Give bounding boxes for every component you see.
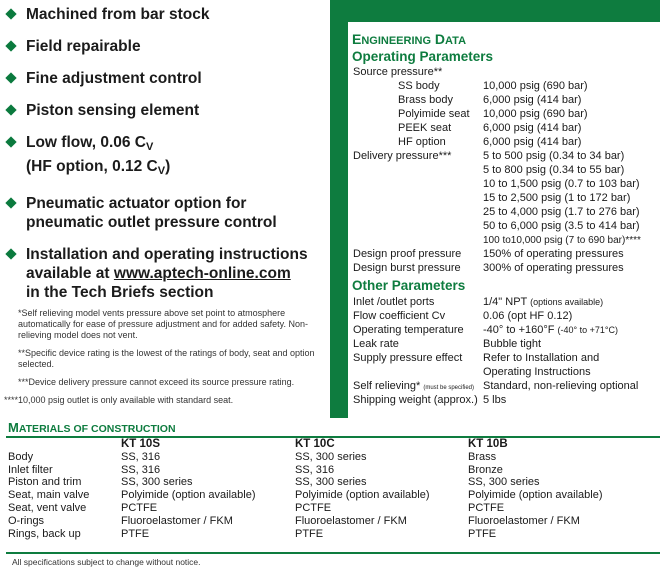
materials-cell: Fluoroelastomer / FKM <box>121 514 233 527</box>
diamond-bullet-icon <box>5 8 16 19</box>
materials-row-label: O-rings <box>8 514 45 527</box>
spec-label: Brass body <box>398 94 454 106</box>
materials-cell: PCTFE <box>468 501 505 514</box>
materials-cell: Polyimide (option available) <box>121 489 256 502</box>
footer-divider <box>6 552 660 554</box>
materials-column-kt10c <box>295 438 430 540</box>
diamond-bullet-icon <box>5 197 16 208</box>
delivery-value: 50 to 6,000 psig (3.5 to 414 bar) <box>483 220 640 232</box>
self-relieving-label: Self relieving* (must be specified) <box>353 380 475 392</box>
delivery-value: 5 to 500 psig (0.34 to 34 bar) <box>483 150 625 162</box>
footnote: *Self relieving model vents pressure above set point to atmosphere automatically for ease of pressure adjustment and for added safety. Non-relieving model does not vent. <box>18 308 308 340</box>
footer-disclaimer: All specifications subject to change without notice. <box>12 557 201 567</box>
burst-pressure-label: Design burst pressure <box>353 262 461 274</box>
materials-header-spacer <box>8 438 89 451</box>
spec-value: 6,000 psig (414 bar) <box>483 136 582 148</box>
materials-cell: PCTFE <box>295 501 332 514</box>
feature-item-pneumatic: Pneumatic actuator option for pneumatic outlet pressure control <box>6 194 331 232</box>
materials-cell: SS, 316 <box>121 450 161 463</box>
supply-pressure-effect-value: Refer to Installation and <box>483 352 600 364</box>
materials-cell: Brass <box>468 450 497 463</box>
materials-cell: Polyimide (option available) <box>468 489 603 502</box>
self-relieving-value: Standard, non-relieving optional <box>483 380 639 392</box>
materials-row-label: Body <box>8 450 34 463</box>
delivery-value: 10 to 1,500 psig (0.7 to 103 bar) <box>483 178 640 190</box>
spec-value: 10,000 psig (690 bar) <box>483 80 588 92</box>
footnote: ****10,000 psig outlet is only available with standard seat. <box>4 395 234 405</box>
feature-item-instructions: Installation and operating instructions available at www.aptech-online.com in the Tech Briefs section <box>6 245 331 302</box>
model-header: KT 10S <box>121 438 160 450</box>
proof-pressure-label: Design proof pressure <box>353 248 462 260</box>
spec-label: PEEK seat <box>398 122 452 134</box>
diamond-bullet-icon <box>5 136 16 147</box>
spec-label: Polyimide seat <box>398 108 470 120</box>
engineering-data-title: ENGINEERING DATA <box>352 31 467 47</box>
source-pressure-label: Source pressure** <box>353 66 443 78</box>
proof-pressure-value: 150% of operating pressures <box>483 248 624 260</box>
materials-cell: PTFE <box>468 527 497 540</box>
spec-value: 10,000 psig (690 bar) <box>483 108 588 120</box>
spec-value: 6,000 psig (414 bar) <box>483 94 582 106</box>
footnotes <box>4 308 326 413</box>
diamond-bullet-icon <box>5 104 16 115</box>
delivery-value: 25 to 4,000 psig (1.7 to 276 bar) <box>483 206 640 218</box>
materials-column-kt10b <box>468 438 603 540</box>
ports-label: Inlet /outlet ports <box>353 296 435 308</box>
diamond-bullet-icon <box>5 248 16 259</box>
delivery-value: 15 to 2,500 psig (1 to 172 bar) <box>483 192 631 204</box>
materials-cell: Fluoroelastomer / FKM <box>295 514 407 527</box>
materials-column-kt10s <box>121 438 256 540</box>
materials-row-labels <box>8 438 89 540</box>
materials-row-label: Piston and trim <box>8 476 82 489</box>
delivery-pressure-label: Delivery pressure*** <box>353 150 452 162</box>
spec-label: HF option <box>398 136 446 148</box>
leak-rate-label: Leak rate <box>353 338 399 350</box>
footnote: **Specific device rating is the lowest of the ratings of body, seat and option selected. <box>18 348 315 369</box>
flow-coefficient-label: Flow coefficient Cv <box>353 310 446 322</box>
footnote: ***Device delivery pressure cannot exceed its source pressure rating. <box>18 377 295 387</box>
materials-cell: SS, 316 <box>121 463 161 476</box>
diamond-bullet-icon <box>5 40 16 51</box>
materials-cell: PTFE <box>121 527 150 540</box>
feature-line: available at www.aptech-online.com <box>26 265 291 282</box>
materials-cell: Fluoroelastomer / FKM <box>468 514 580 527</box>
operating-temperature-value: -40° to +160°F (-40° to +71°C) <box>483 324 619 336</box>
materials-row-label: Seat, main valve <box>8 489 90 502</box>
feature-item: Machined from bar stock <box>6 5 331 24</box>
shipping-weight-label: Shipping weight (approx.) <box>353 394 478 406</box>
feature-item: Piston sensing element <box>6 101 331 120</box>
materials-cell: PTFE <box>295 527 324 540</box>
materials-cell: SS, 300 series <box>468 476 540 489</box>
ports-value: 1/4" NPT (options available) <box>483 296 604 308</box>
feature-line: Low flow, 0.06 CV <box>26 134 154 153</box>
feature-item-low-flow <box>6 133 331 181</box>
model-header: KT 10C <box>295 438 335 450</box>
delivery-value: 5 to 800 psig (0.34 to 55 bar) <box>483 164 625 176</box>
delivery-value: 100 to10,000 psig (7 to 690 bar)**** <box>483 235 641 246</box>
materials-row-label: Rings, back up <box>8 527 81 540</box>
materials-row-label: Inlet filter <box>8 463 53 476</box>
materials-cell: SS, 300 series <box>121 476 193 489</box>
feature-item: Fine adjustment control <box>6 69 331 88</box>
materials-cell: SS, 300 series <box>295 450 367 463</box>
materials-cell: SS, 300 series <box>295 476 367 489</box>
shipping-weight-value: 5 lbs <box>483 394 507 406</box>
feature-item: Field repairable <box>6 37 331 56</box>
website-link[interactable]: www.aptech-online.com <box>113 265 291 282</box>
operating-temperature-label: Operating temperature <box>353 324 464 336</box>
feature-list <box>6 5 331 315</box>
feature-line: (HF option, 0.12 CV) <box>26 158 171 177</box>
materials-cell: PCTFE <box>121 501 158 514</box>
spec-label: SS body <box>398 80 440 92</box>
materials-cell: Polyimide (option available) <box>295 489 430 502</box>
diamond-bullet-icon <box>5 72 16 83</box>
burst-pressure-value: 300% of operating pressures <box>483 262 624 274</box>
spec-value: 6,000 psig (414 bar) <box>483 122 582 134</box>
materials-title: MATERIALS OF CONSTRUCTION <box>8 420 176 435</box>
materials-cell: SS, 316 <box>295 463 335 476</box>
operating-parameters-title: Operating Parameters <box>352 49 494 64</box>
leak-rate-value: Bubble tight <box>483 338 542 350</box>
other-parameters-title: Other Parameters <box>352 278 466 293</box>
materials-cell: Bronze <box>468 463 503 476</box>
supply-pressure-effect-value: Operating Instructions <box>483 366 591 378</box>
flow-coefficient-value: 0.06 (opt HF 0.12) <box>483 310 573 322</box>
model-header: KT 10B <box>468 438 508 450</box>
materials-row-label: Seat, vent valve <box>8 501 87 514</box>
supply-pressure-effect-label: Supply pressure effect <box>353 352 463 364</box>
